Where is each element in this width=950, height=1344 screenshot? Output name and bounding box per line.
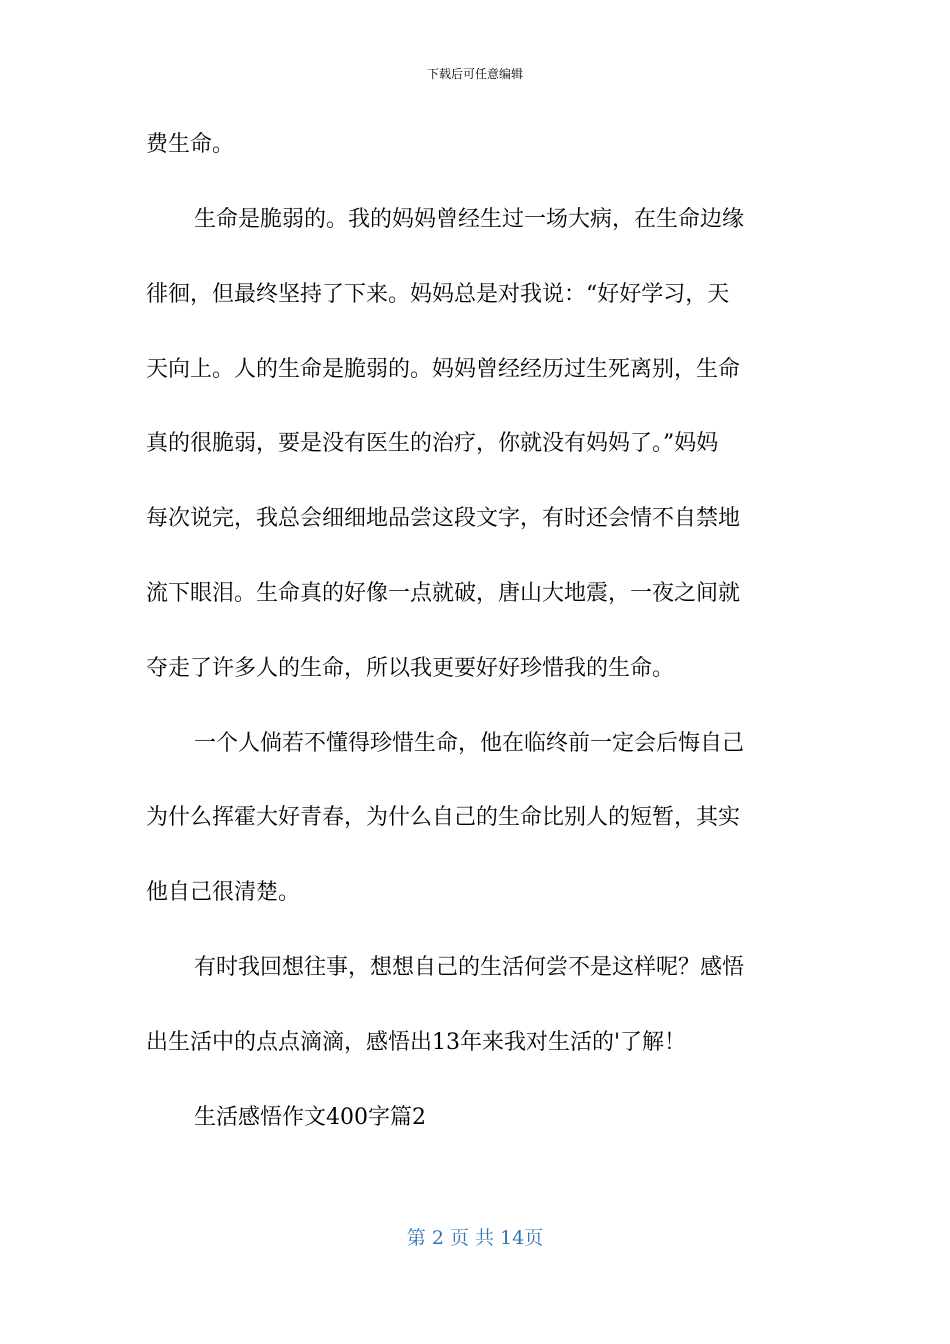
paragraph-line: 为什么挥霍大好青春，为什么自己的生命比别人的短暂，其实: [146, 805, 741, 830]
paragraph-line: 真的很脆弱，要是没有医生的治疗，你就没有妈妈了。”妈妈: [146, 431, 719, 456]
paragraph-line: 出生活中的点点滴滴，感悟出13年来我对生活的'了解！: [146, 1030, 687, 1055]
paragraph-line: 费生命。: [146, 132, 235, 157]
page-number-footer: 第 2 页 共 14页: [406, 1227, 544, 1249]
section-heading: 生活感悟作文400字篇2: [194, 1105, 426, 1130]
paragraph-line: 每次说完，我总会细细地品尝这段文字，有时还会情不自禁地: [146, 506, 741, 531]
paragraph-line: 他自己很清楚。: [146, 880, 301, 905]
paragraph-line: 夺走了许多人的生命，所以我更要好好珍惜我的生命。: [146, 656, 675, 681]
paragraph-line: 一个人倘若不懂得珍惜生命，他在临终前一定会后悔自己: [194, 731, 745, 756]
page-header-note: 下载后可任意编辑: [426, 67, 523, 81]
paragraph-line: 流下眼泪。生命真的好像一点就破，唐山大地震，一夜之间就: [146, 581, 741, 606]
paragraph-line: 徘徊，但最终坚持了下来。妈妈总是对我说：“好好学习，天: [146, 282, 730, 307]
paragraph-line: 天向上。人的生命是脆弱的。妈妈曾经经历过生死离别，生命: [146, 357, 741, 382]
paragraph-line: 生命是脆弱的。我的妈妈曾经生过一场大病，在生命边缘: [194, 207, 745, 232]
paragraph-line: 有时我回想往事，想想自己的生活何尝不是这样呢？感悟: [194, 955, 745, 980]
